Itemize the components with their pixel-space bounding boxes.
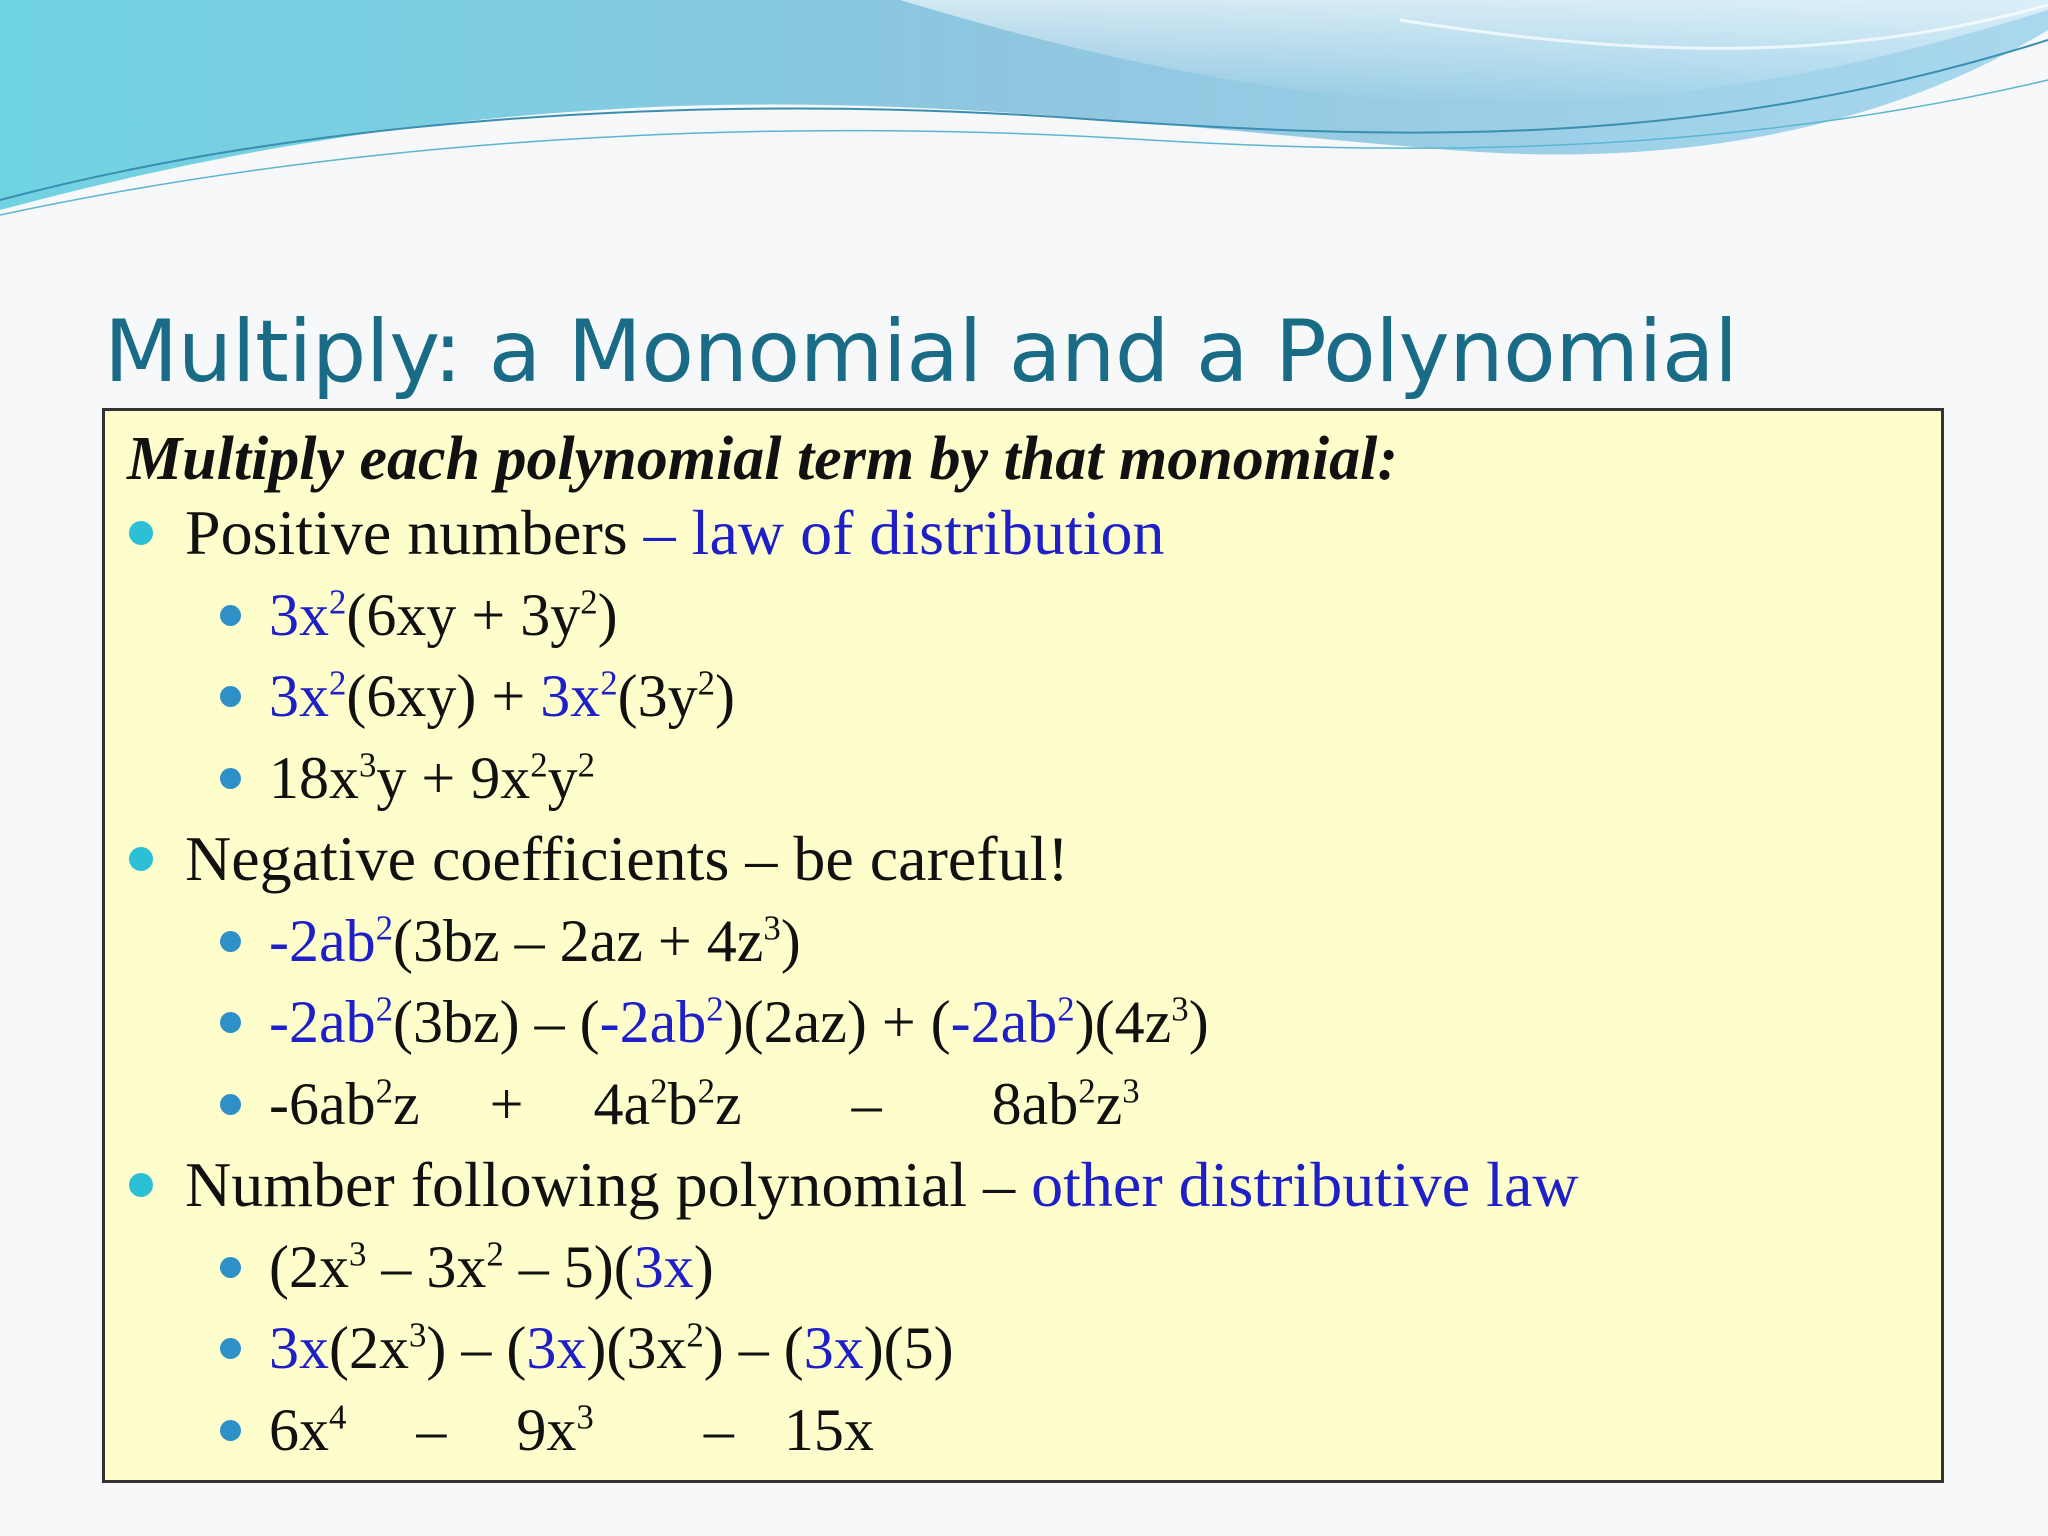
exponent: 3 xyxy=(408,1315,427,1355)
exponent: 3 xyxy=(763,907,781,947)
term-text: ) xyxy=(693,1233,714,1300)
exponent: 2 xyxy=(697,1070,715,1110)
term-text: (3y xyxy=(617,663,698,729)
term-text: 3x xyxy=(526,1315,587,1381)
term-text: y xyxy=(547,744,578,811)
math-expression xyxy=(269,982,1209,1062)
bullet-level2-icon xyxy=(220,605,241,626)
section-accent-text: – law of distribution xyxy=(643,497,1165,568)
term-text: 3x xyxy=(269,581,329,648)
section-label: Positive numbers xyxy=(185,497,644,568)
bullet-level2-icon xyxy=(220,1257,241,1278)
exponent: 3 xyxy=(576,1396,594,1436)
exponent: 2 xyxy=(486,1233,504,1273)
term-text: – 3x xyxy=(366,1233,487,1300)
header-wave-decoration xyxy=(0,0,2048,300)
content-box xyxy=(102,408,1944,1483)
bullet-level2-icon xyxy=(220,1338,241,1359)
exponent: 2 xyxy=(329,581,347,621)
exponent: 2 xyxy=(577,744,596,784)
term-text: – 5)( xyxy=(503,1233,634,1300)
term-text: 6x xyxy=(269,1396,329,1463)
term-text: 3x xyxy=(269,663,329,729)
term-text: -2ab xyxy=(950,989,1058,1055)
exponent: 2 xyxy=(706,989,724,1029)
term-text: 9x xyxy=(516,1396,577,1463)
bullet-level2-icon xyxy=(220,1012,241,1033)
term-text: ) xyxy=(715,663,735,729)
exponent: 4 xyxy=(329,1396,347,1436)
term-text: z xyxy=(1095,1070,1123,1137)
term-text: 3x xyxy=(803,1315,864,1381)
exponent: 2 xyxy=(650,1070,668,1110)
term-text: – xyxy=(851,1070,882,1137)
term-text: -2ab xyxy=(599,989,707,1055)
section-item xyxy=(185,1145,1579,1225)
bullet-level2-icon xyxy=(220,768,241,789)
term-text: – xyxy=(703,1396,734,1463)
term-text: 3x xyxy=(269,1315,329,1381)
term-text: + xyxy=(489,1070,524,1137)
exponent: 2 xyxy=(697,663,716,703)
term-text: (6xy) + xyxy=(346,663,541,729)
exponent: 2 xyxy=(530,744,548,784)
term-text: z xyxy=(714,1070,742,1137)
math-expression xyxy=(269,901,801,981)
section-label: Negative coefficients – be careful! xyxy=(185,823,1069,894)
term-text: z xyxy=(393,1070,420,1137)
exponent: 3 xyxy=(1171,989,1189,1029)
math-expression xyxy=(269,738,595,818)
section-accent-text: other distributive law xyxy=(1031,1149,1579,1220)
math-expression xyxy=(269,1227,714,1307)
math-expression xyxy=(269,1308,954,1388)
term-text: )(5) xyxy=(863,1315,954,1381)
exponent: 3 xyxy=(1122,1070,1140,1110)
math-expression xyxy=(269,656,735,736)
term-text: (2x xyxy=(269,1233,349,1300)
term-text: 3x xyxy=(540,663,601,729)
math-expression xyxy=(269,575,618,655)
exponent: 2 xyxy=(686,1315,704,1355)
exponent: 2 xyxy=(375,1070,394,1110)
exponent: 2 xyxy=(600,663,618,703)
section-item xyxy=(185,493,1165,573)
exponent: 2 xyxy=(375,989,394,1029)
content-heading: Multiply each polynomial term by that monomial: xyxy=(127,425,1399,493)
term-text: ) – ( xyxy=(703,1315,804,1381)
term-text: y + 9x xyxy=(376,744,531,811)
term-text: )(2az) + ( xyxy=(723,989,951,1055)
term-text: b xyxy=(667,1070,698,1137)
term-text: (3bz) – ( xyxy=(393,989,600,1055)
exponent: 2 xyxy=(329,663,347,703)
exponent: 3 xyxy=(348,1233,367,1273)
exponent: 2 xyxy=(1078,1070,1096,1110)
term-text: 8ab xyxy=(991,1070,1079,1137)
exponent: 2 xyxy=(1057,989,1075,1029)
bullet-level1-icon xyxy=(129,521,153,545)
term-text: (6xy + 3y xyxy=(346,581,581,648)
term-text: ) xyxy=(780,907,801,974)
bullet-level2-icon xyxy=(220,931,241,952)
exponent: 3 xyxy=(359,744,377,784)
exponent: 2 xyxy=(375,907,394,947)
math-expression xyxy=(269,1064,1140,1144)
bullet-level1-icon xyxy=(129,847,153,871)
section-label: Number following polynomial – xyxy=(185,1149,1032,1220)
term-text: -2ab xyxy=(269,907,376,974)
exponent: 2 xyxy=(580,581,598,621)
bullet-level1-icon xyxy=(129,1173,153,1197)
term-text: (3bz – 2az + 4z xyxy=(393,907,764,974)
section-item xyxy=(185,819,1069,899)
term-text: ) xyxy=(597,581,618,648)
term-text: -2ab xyxy=(269,989,376,1055)
term-text: (2x xyxy=(329,1315,409,1381)
term-text: 3x xyxy=(633,1233,694,1300)
slide-title: Multiply: a Monomial and a Polynomial xyxy=(104,302,1738,402)
term-text: )(4z xyxy=(1074,989,1172,1055)
term-text: ) xyxy=(1188,989,1209,1055)
term-text: -6ab xyxy=(269,1070,376,1137)
term-text: – xyxy=(416,1396,447,1463)
term-text: 4a xyxy=(593,1070,651,1137)
bullet-level2-icon xyxy=(220,1094,241,1115)
math-expression xyxy=(269,1390,874,1470)
term-text: 15x xyxy=(783,1396,874,1463)
term-text: 18x xyxy=(269,744,359,811)
bullet-level2-icon xyxy=(220,686,241,707)
term-text: )(3x xyxy=(586,1315,687,1381)
bullet-level2-icon xyxy=(220,1420,241,1441)
term-text: ) – ( xyxy=(426,1315,527,1381)
